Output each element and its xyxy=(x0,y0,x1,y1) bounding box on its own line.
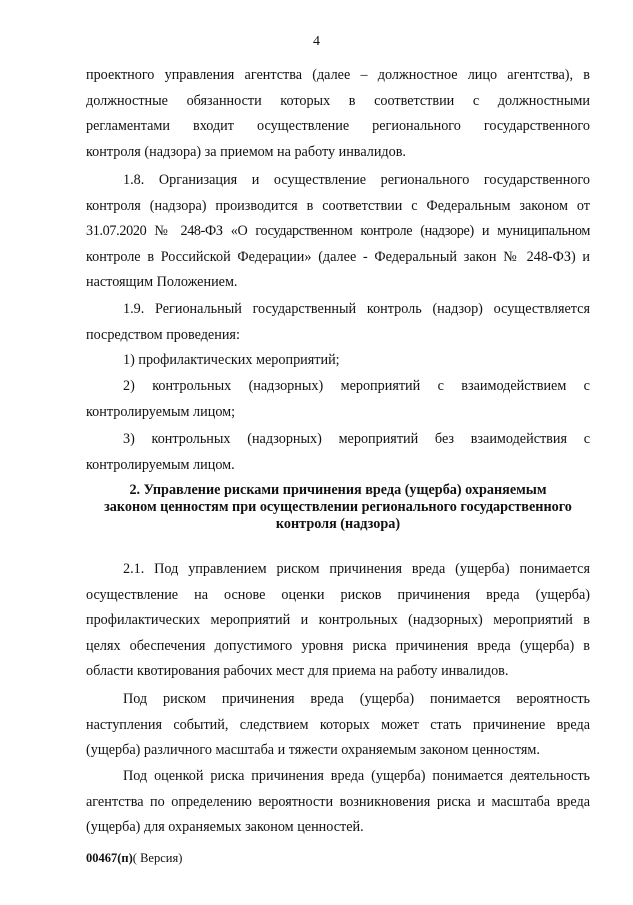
text-line: 1) профилактических мероприятий; xyxy=(123,352,340,368)
heading-line: 2. Управление рисками причинения вреда (ущерба) охраняемым xyxy=(129,482,547,498)
text-line: Под оценкой риска причинения вреда (ущерба) понимается деятельность xyxy=(123,768,590,784)
paragraph-assessment xyxy=(86,764,590,841)
text-line: проектного управления агентства (далее – должностное лицо агентства), в xyxy=(86,67,590,83)
text-line: посредством проведения: xyxy=(86,326,240,343)
text-line: контролируемым лицом. xyxy=(86,456,235,473)
text-line: осуществление на основе оценки рисков причинения вреда (ущерба) xyxy=(86,586,590,603)
text-line: 1.9. Региональный государственный контроль (надзор) осуществляется xyxy=(123,301,590,317)
text-line: профилактических мероприятий и контрольных (надзорных) мероприятий в xyxy=(86,612,590,629)
heading-line: контроля (надзора) xyxy=(275,516,401,532)
page-number: 4 xyxy=(313,34,320,49)
text-line: регламентами входит осуществление регионального государственного xyxy=(86,118,590,135)
version-label: ( Версия) xyxy=(132,851,183,865)
text-line: контроля (надзора) производится в соответствии с Федеральным законом от xyxy=(86,197,590,214)
text-line: 1.8. Организация и осуществление регионального государственного xyxy=(123,172,590,188)
text-line: настоящим Положением. xyxy=(86,274,238,291)
footer xyxy=(86,851,182,866)
text-line: агентства по определению вероятности возникновения риска и масштаба вреда xyxy=(86,793,590,810)
text-line: 31.07.2020 № 248-ФЗ «О государственном контроле (надзоре) и муниципальном xyxy=(86,223,590,240)
paragraph-1-8 xyxy=(86,168,590,296)
paragraph-risk xyxy=(86,687,590,764)
paragraph-intro xyxy=(86,63,590,165)
paragraph-2-1 xyxy=(86,557,590,685)
text-line: наступления событий, следствием которых может стать причинение вреда xyxy=(86,716,590,733)
text-line: области квотирования рабочих мест для приема на работу инвалидов. xyxy=(86,663,509,680)
text-line: должностные обязанности которых в соответствии с должностными xyxy=(86,92,590,109)
text-line: контроля (надзора) за приемом на работу инвалидов. xyxy=(86,143,406,160)
text-line: контролируемым лицом; xyxy=(86,403,236,420)
document-code: 00467(п) xyxy=(86,851,133,865)
text-line: Под риском причинения вреда (ущерба) понимается вероятность xyxy=(123,691,590,707)
section-heading xyxy=(86,482,590,533)
text-line: (ущерба) для охраняемых законом ценностей. xyxy=(86,819,364,836)
paragraph-1-9 xyxy=(86,297,590,348)
list-item xyxy=(86,427,590,478)
text-line: контроле в Российской Федерации» (далее - Федеральный закон № 248-ФЗ) и xyxy=(86,248,590,265)
text-line: 2) контрольных (надзорных) мероприятий с взаимодействием с xyxy=(123,378,590,394)
heading-line: законом ценностям при осуществлении регионального государственного xyxy=(104,499,572,515)
list-item xyxy=(86,348,590,374)
list-item xyxy=(86,374,590,425)
text-line: целях обеспечения допустимого уровня риска причинения вреда (ущерба) в xyxy=(86,637,590,654)
text-line: 3) контрольных (надзорных) мероприятий без взаимодействия с xyxy=(123,431,590,447)
text-line: 2.1. Под управлением риском причинения вреда (ущерба) понимается xyxy=(123,561,590,577)
text-line: (ущерба) различного масштаба и тяжести охраняемым законом ценностям. xyxy=(86,742,540,759)
